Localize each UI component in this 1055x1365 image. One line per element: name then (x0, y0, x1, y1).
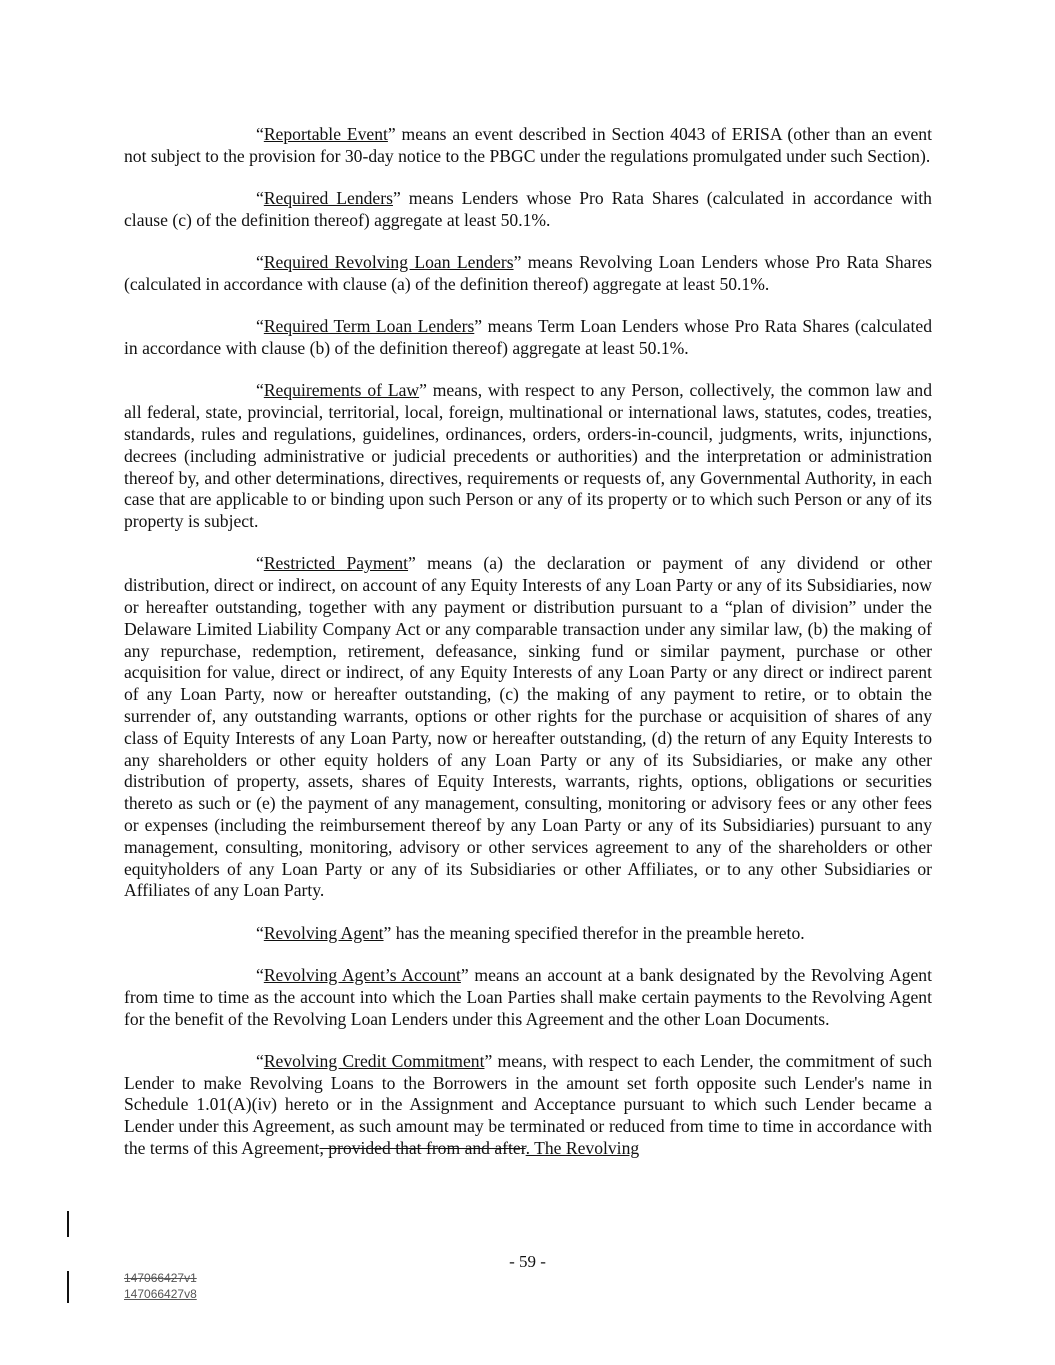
page-number: - 59 - (509, 1252, 546, 1271)
definition-paragraph: “Revolving Credit Commitment” means, with respect to each Lender, the commitment of such Lender to make Revolving Loans to the Borrowers in the amount set forth opposite such Lender's name in Schedule 1.01(A)(iv) hereto or in the Assignment and Acceptance pursuant to which such Lender became a Lender under this Agreement, as such amount may be terminated or reduced from time to time in accordance with the terms of this Agreement, provided that from and after. The Revolving (124, 1050, 932, 1159)
defined-term: Revolving Agent’s Account (263, 965, 461, 985)
definition-text: means (a) the declaration or payment of any dividend or other distribution, direct or indirect, on account of any Equity Interests of any Loan Party or any of its Subsidiaries, now or hereafter outstanding, together with any payment or distribution pursuant to a “plan of division” under the Delaware Limited Liability Company Act or any comparable transaction under any similar law, (b) the making of any repurchase, redemption, retirement, defeasance, sinking fund or similar payment, purchase or other acquisition for value, direct or indirect, of any Equity Interests of any Loan Party or any direct or indirect parent of any Loan Party, now or hereafter outstanding, (c) the making of any payment to retire, or to obtain the surrender of, any outstanding warrants, options or other rights for the purchase or acquisition of shares of any class of Equity Interests of any Loan Party, now or hereafter outstanding, (d) the return of any Equity Interests to any shareholders or other equity holders of any Loan Party or any of its Subsidiaries, or make any other distribution of property, assets, shares of Equity Interests, warrants, rights, options, obligations or securities thereto as such or (e) the payment of any management, consulting, monitoring or advisory fees or any other fees or expenses (including the reimbursement thereof by any Loan Party or any of its Subsidiaries) pursuant to any management, consulting, monitoring, advisory or other services agreement to any of the shareholders or other equityholders of any Loan Party or any of its Subsidiaries or other Affiliates, or to any other Subsidiaries or Affiliates of any Loan Party. (124, 553, 933, 901)
definition-text: means Revolving Loan Lenders whose Pro Rata Shares (calculated in accordance with clause (a) of the definition thereof) aggregate at least 50.1%. (124, 252, 932, 294)
defined-term: Reportable Event (263, 124, 388, 144)
change-bar-top (67, 1211, 69, 1237)
defined-term: Restricted Payment (263, 553, 409, 574)
change-bar-bottom (67, 1271, 69, 1303)
document-page (124, 124, 932, 1180)
defined-term: Required Lenders (263, 188, 393, 209)
doc-id-deleted: 147066427v1 (124, 1271, 197, 1285)
deleted-text: , provided that from and after (319, 1138, 526, 1159)
definition-text: means Lenders whose Pro Rata Shares (calculated in accordance with clause (c) of the definition thereof) aggregate at least 50.1%. (124, 188, 932, 230)
defined-term: Required Term Loan Lenders (263, 316, 475, 337)
definition-paragraph: “Revolving Agent’s Account” means an account at a bank designated by the Revolving Agent from time to time as the account into which the Loan Parties shall make certain payments to the Revolving Agent for the benefit of the Revolving Loan Lenders under this Agreement and the other Loan Documents. (124, 965, 932, 1029)
inserted-text: . The Revolving (525, 1138, 640, 1159)
definition-text: means, with respect to any Person, collectively, the common law and all federal, state, provincial, territorial, local, foreign, multinational or international laws, statutes, codes, treaties, standards, rules and regulations, guidelines, ordinances, orders, orders-in-council, judgments, writs, injunctions, decrees (including administrative or judicial precedents or authorities) and the interpretation or administration thereof by, and other determinations, directives, requirements or requests of, any Governmental Authority, in each case that are applicable to or binding upon such Person or any of its property or to which such Person or any of its property is subject. (124, 380, 932, 532)
doc-id-inserted: 147066427v8 (124, 1287, 197, 1301)
definition-paragraph: “Restricted Payment” means (a) the declaration or payment of any dividend or other distribution, direct or indirect, on account of any Equity Interests of any Loan Party or any of its Subsidiaries, now or hereafter outstanding, together with any payment or distribution pursuant to a “plan of division” under the Delaware Limited Liability Company Act or any comparable transaction under any similar law, (b) the making of any repurchase, redemption, retirement, defeasance, sinking fund or similar payment, purchase or other acquisition for value, direct or indirect, of any Equity Interests of any Loan Party or any direct or indirect parent of any Loan Party, now or hereafter outstanding, (c) the making of any payment to retire, or to obtain the surrender of, any outstanding warrants, options or other rights for the purchase or acquisition of shares of any class of Equity Interests of any Loan Party, now or hereafter outstanding, (d) the return of any Equity Interests to any shareholders or other equity holders of any Loan Party or any of its Subsidiaries, or make any other distribution of property, assets, shares of Equity Interests, warrants, rights, options, obligations or securities thereto as such or (e) the payment of any management, consulting, monitoring or advisory fees or any other fees or expenses (including the reimbursement thereof by any Loan Party or any of its Subsidiaries) pursuant to any management, consulting, monitoring, advisory or other services agreement to any of the shareholders or other equityholders of any Loan Party or any of its Subsidiaries or other Affiliates, or to any other Subsidiaries or Affiliates of any Loan Party. (124, 553, 933, 901)
defined-term: Requirements of Law (263, 380, 420, 401)
definition-paragraph: “Required Revolving Loan Lenders” means Revolving Loan Lenders whose Pro Rata Shares (calculated in accordance with clause (a) of the definition thereof) aggregate at least 50.1%. (124, 252, 932, 294)
definition-text: has the meaning specified therefor in the preamble hereto. (391, 922, 805, 943)
defined-term: Revolving Credit Commitment (263, 1050, 485, 1071)
definition-paragraph: “Revolving Agent” has the meaning specified therefor in the preamble hereto. (256, 922, 805, 943)
defined-term: Revolving Agent (263, 922, 384, 943)
definition-text: means an account at a bank designated by the Revolving Agent from time to time as the account into which the Loan Parties shall make certain payments to the Revolving Agent for the benefit of the Revolving Loan Lenders under this Agreement and the other Loan Documents. (124, 965, 932, 1029)
definition-paragraph: “Requirements of Law” means, with respect to any Person, collectively, the common law and all federal, state, provincial, territorial, local, foreign, multinational or international laws, statutes, codes, treaties, standards, rules and regulations, guidelines, ordinances, orders, orders-in-council, judgments, writs, injunctions, decrees (including administrative or judicial precedents or authorities) and the interpretation or administration thereof by, and other determinations, directives, requirements or requests of, any Governmental Authority, in each case that are applicable to or binding upon such Person or any of its property or to which such Person or any of its property is subject. (124, 380, 932, 532)
definition-paragraph: “Reportable Event” means an event described in Section 4043 of ERISA (other than an event not subject to the provision for 30-day notice to the PBGC under the regulations promulgated under such Section). (124, 124, 932, 166)
definition-paragraph: “Required Lenders” means Lenders whose Pro Rata Shares (calculated in accordance with clause (c) of the definition thereof) aggregate at least 50.1%. (124, 188, 932, 230)
definition-text: means Term Loan Lenders whose Pro Rata Shares (calculated in accordance with clause (b) of the definition thereof) aggregate at least 50.1%. (124, 316, 932, 359)
definition-paragraph: “Required Term Loan Lenders” means Term Loan Lenders whose Pro Rata Shares (calculated in accordance with clause (b) of the definition thereof) aggregate at least 50.1%. (124, 316, 932, 359)
definition-text: means, with respect to each Lender, the commitment of such Lender to make Revolving Loans to the Borrowers in the amount set forth opposite such Lender's name in Schedule 1.01(A)(iv) hereto or in the Assignment and Acceptance pursuant to which such Lender became a Lender under this Agreement, as such amount may be terminated or reduced from time to time in accordance with the terms of this Agreement (124, 1050, 932, 1159)
definition-text: means an event described in Section 4043 of ERISA (other than an event not subject to the provision for 30-day notice to the PBGC under the regulations promulgated under such Section). (124, 124, 932, 166)
defined-term: Required Revolving Loan Lenders (263, 252, 514, 273)
